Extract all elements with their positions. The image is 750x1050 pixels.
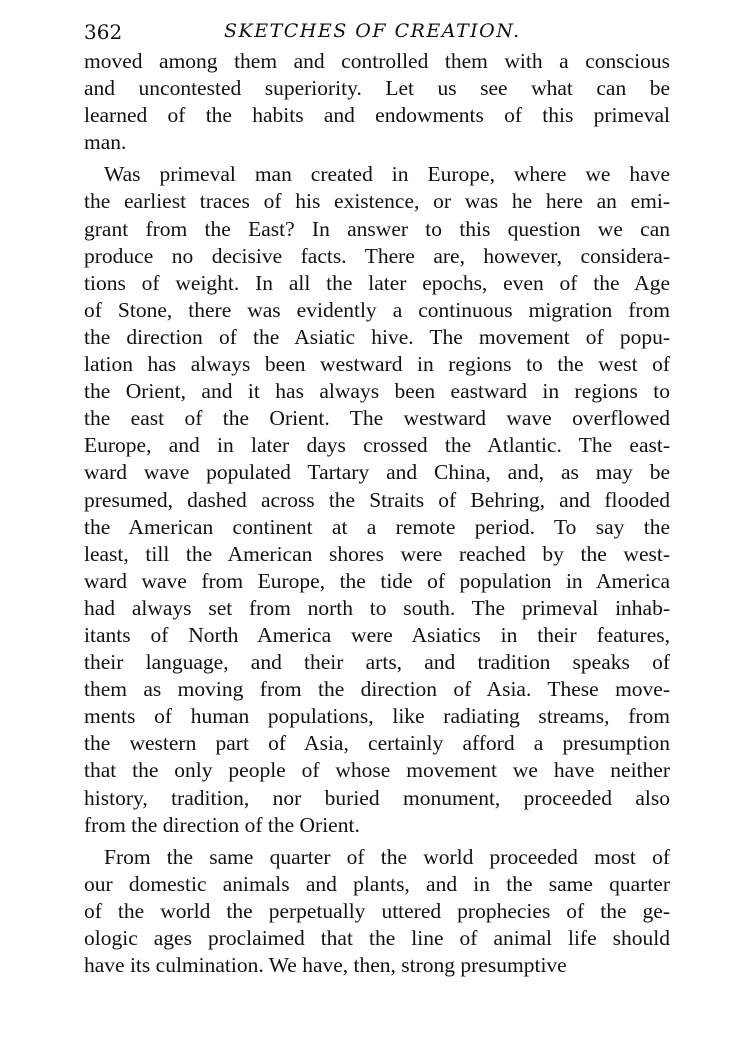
text-line: the direction of the Asiatic hive. The movement of popu- <box>84 324 670 349</box>
text-line: ward wave from Europe, the tide of population in America <box>84 568 670 593</box>
paragraph <box>84 161 670 838</box>
text-line: the earliest traces of his existence, or was he here an emi- <box>84 189 670 214</box>
text-line: the Orient, and it has always been eastward in regions to <box>84 379 670 404</box>
text-line: had always set from north to south. The primeval inhab- <box>84 595 670 620</box>
text-line: ologic ages proclaimed that the line of animal life should <box>84 926 670 950</box>
text-line: ward wave populated Tartary and China, and, as may be <box>84 460 670 485</box>
paragraph <box>84 48 670 156</box>
text-line: the western part of Asia, certainly afford a presumption <box>84 731 670 756</box>
text-line: from the direction of the Orient. <box>84 812 360 837</box>
text-line: From the same quarter of the world proceeded most of <box>104 844 670 869</box>
text-line: Was primeval man created in Europe, where we have <box>104 162 670 187</box>
text-line: history, tradition, nor buried monument, proceeded also <box>84 785 670 810</box>
text-line: learned of the habits and endowments of this primeval <box>84 103 670 128</box>
running-title: SKETCHES OF CREATION. <box>224 20 521 42</box>
text-line: lation has always been westward in regions to the west of <box>84 352 670 377</box>
text-line: Europe, and in later days crossed the Atlantic. The east- <box>84 433 670 458</box>
text-line: least, till the American shores were reached by the west- <box>84 541 670 566</box>
text-line: and uncontested superiority. Let us see what can be <box>84 76 670 101</box>
text-line: of the world the perpetually uttered prophecies of the ge- <box>84 898 670 923</box>
text-line: have its culmination. We have, then, strong presumptive <box>84 953 567 978</box>
running-head <box>84 18 670 48</box>
text-line: that the only people of whose movement we have neither <box>84 758 670 783</box>
text-line: our domestic animals and plants, and in the same quarter <box>84 871 670 896</box>
text-line: grant from the East? In answer to this question we can <box>84 216 670 241</box>
text-line: their language, and their arts, and tradition speaks of <box>84 650 670 675</box>
book-page <box>84 18 670 979</box>
text-line: ments of human populations, like radiating streams, from <box>84 704 670 729</box>
page-number: 362 <box>84 20 123 44</box>
text-line: itants of North America were Asiatics in their features, <box>84 622 670 647</box>
text-line: produce no decisive facts. There are, however, considera- <box>84 243 670 268</box>
text-line: moved among them and controlled them with a conscious <box>84 49 670 73</box>
text-line: the American continent at a remote period. To say the <box>84 514 670 539</box>
text-line: them as moving from the direction of Asia. These move- <box>84 677 670 702</box>
paragraph <box>84 844 670 979</box>
body-text <box>84 48 670 979</box>
text-line: of Stone, there was evidently a continuous migration from <box>84 297 670 322</box>
text-line: presumed, dashed across the Straits of Behring, and flooded <box>84 487 670 512</box>
text-line: tions of weight. In all the later epochs, even of the Age <box>84 270 670 295</box>
text-line: man. <box>84 130 127 155</box>
text-line: the east of the Orient. The westward wave overflowed <box>84 406 670 431</box>
